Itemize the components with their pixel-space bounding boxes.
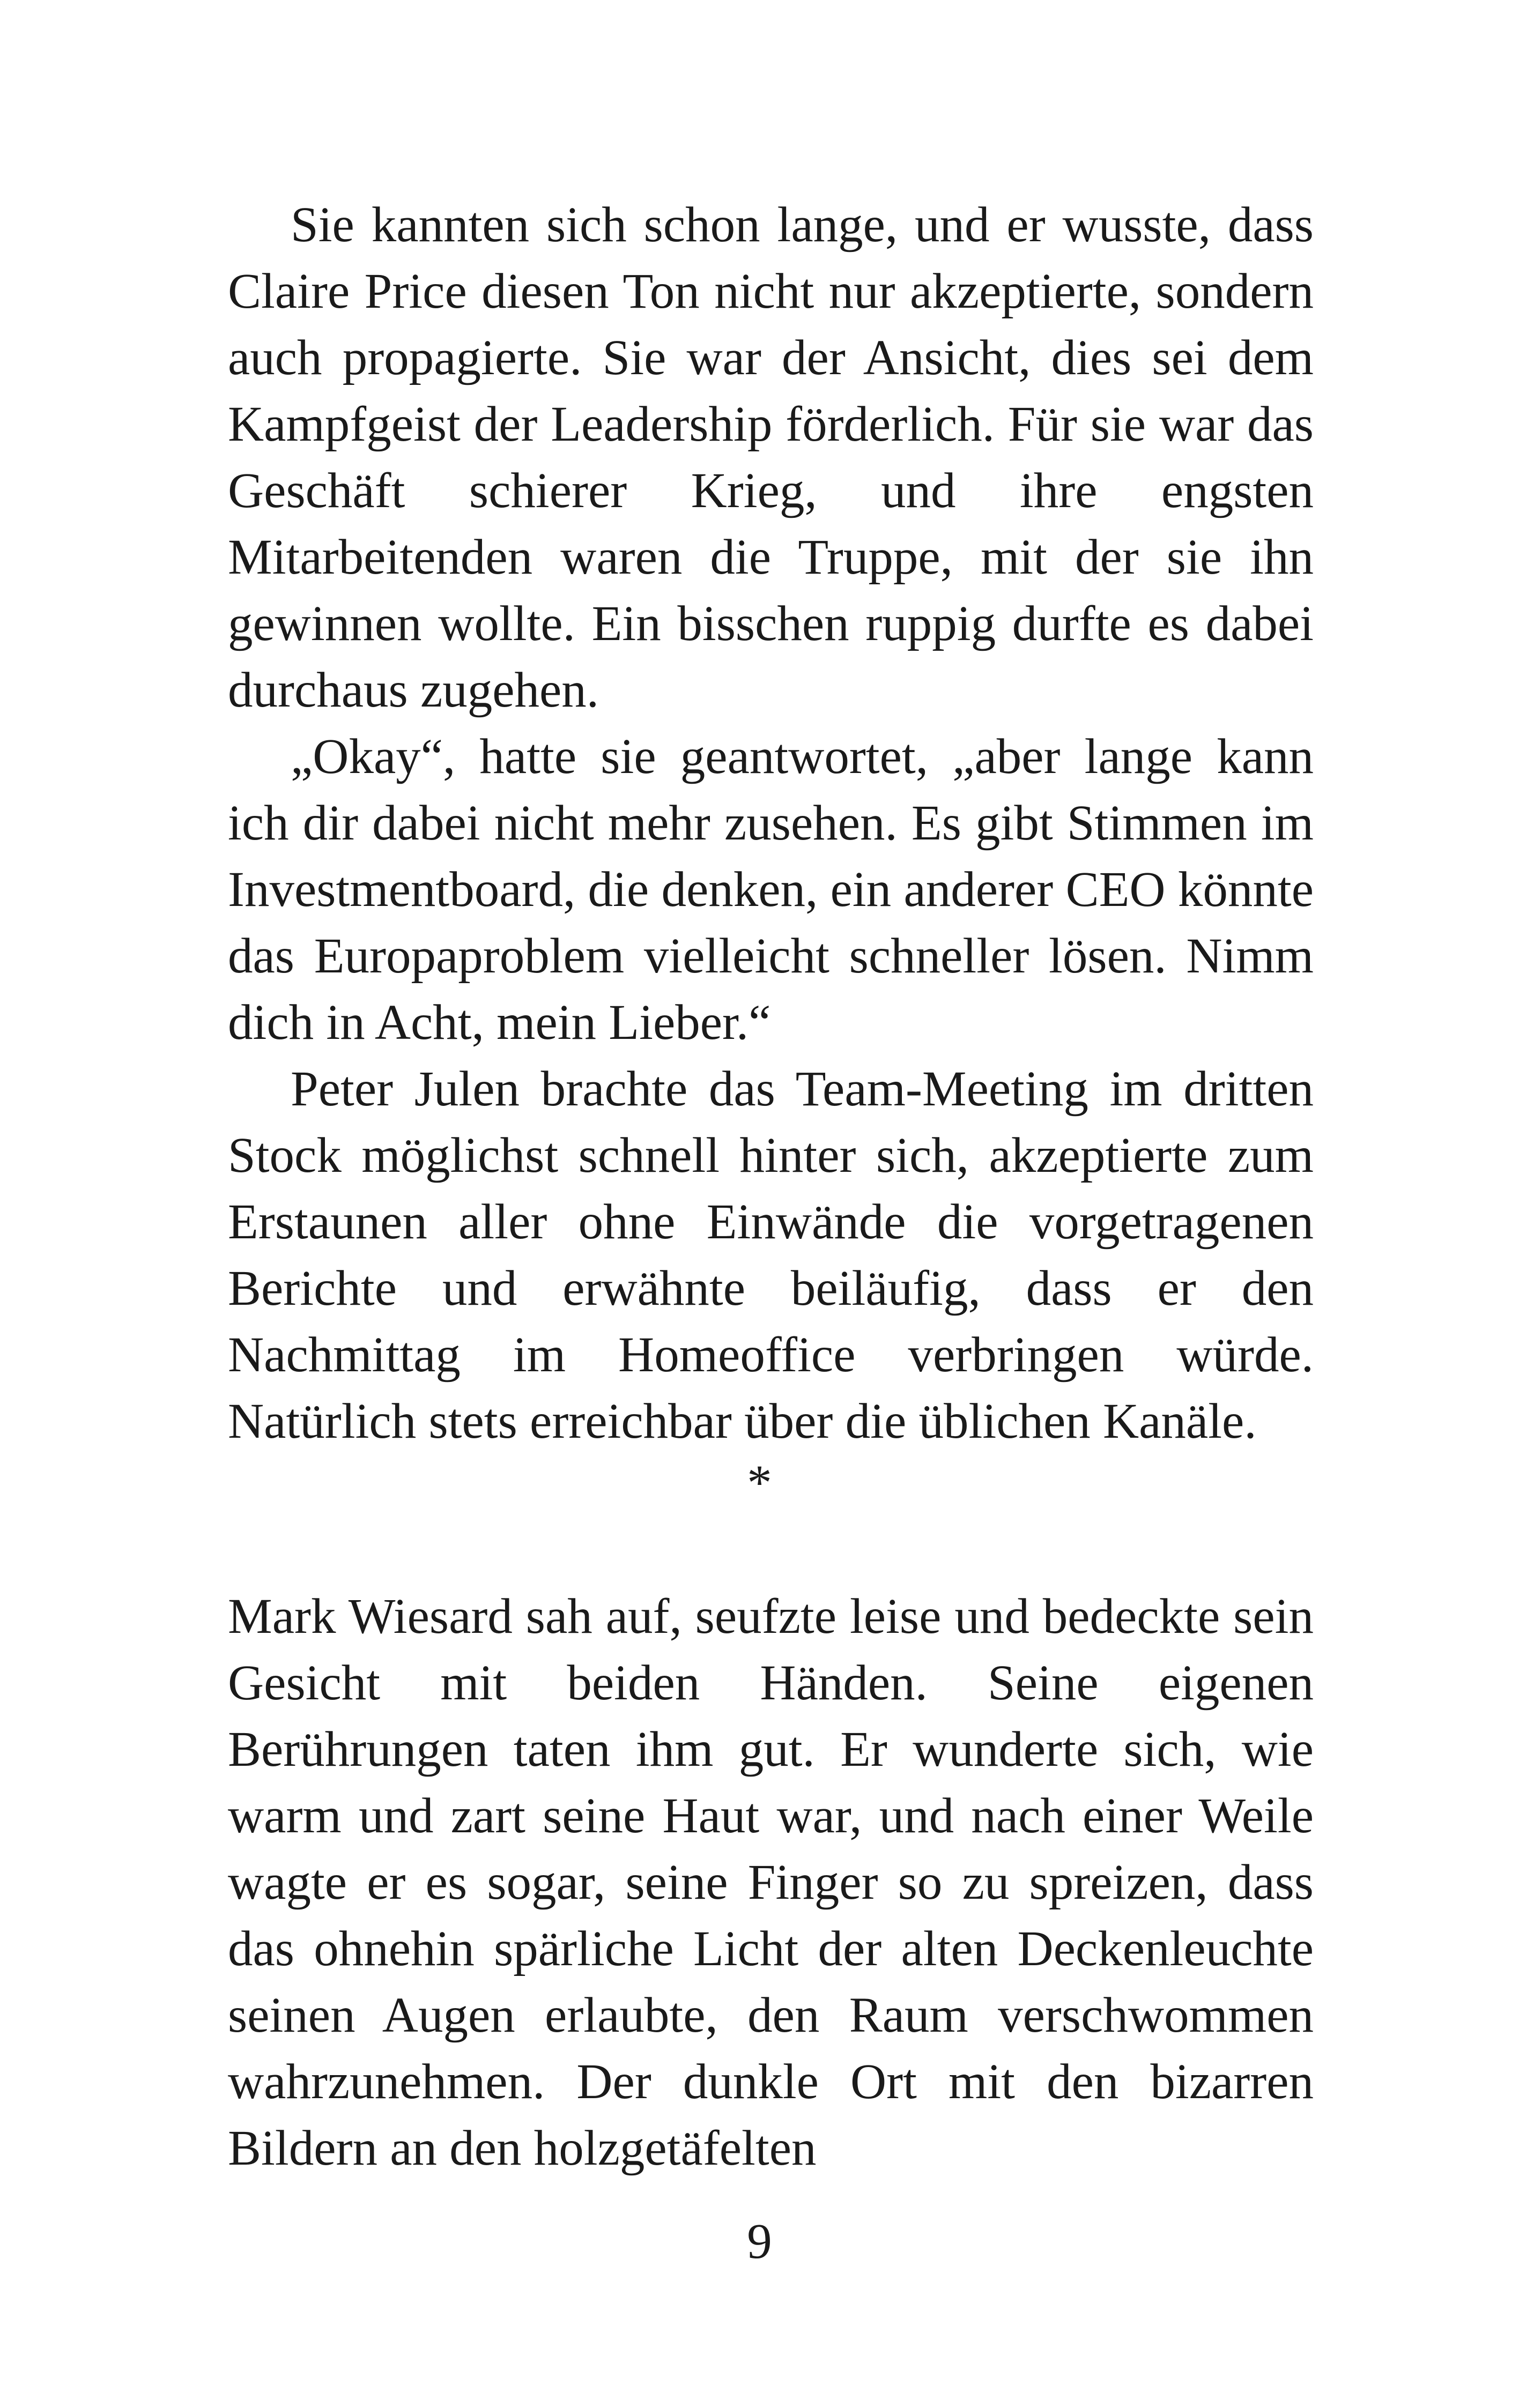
text-block-top <box>228 192 1314 1455</box>
paragraph: „Okay“, hatte sie geantwortet, „aber lange kann ich dir dabei nicht mehr zusehen. Es gibt Stimmen im Investmentboard, die denken, ein anderer CEO könnte das Europaproblem vielleicht schneller lösen. Nimm dich in Acht, mein Lieber.“ <box>228 729 1314 1050</box>
page-number: 9 <box>747 2214 772 2269</box>
paragraph: Sie kannten sich schon lange, und er wusste, dass Claire Price diesen Ton nicht nur akzeptierte, sondern auch propagierte. Sie war der Ansicht, dies sei dem Kampfgeist der Leadership förderlich. Für sie war das Geschäft schierer Krieg, und ihre engsten Mitarbeitenden waren die Truppe, mit der sie ihn gewinnen wollte. Ein bisschen ruppig durfte es dabei durchaus zugehen. <box>228 197 1314 718</box>
section-separator: * <box>747 1455 772 1511</box>
paragraph: Peter Julen brachte das Team-Meeting im dritten Stock möglichst schnell hinter sich, akzeptierte zum Erstaunen aller ohne Einwände die vorgetragenen Berichte und erwähnte beiläufig, dass er den Nachmittag im Homeoffice verbringen würde. Natürlich stets erreichbar über die üblichen Kanäle. <box>228 1061 1314 1449</box>
text-block-bottom <box>228 1584 1314 2182</box>
paragraph: Mark Wiesard sah auf, seufzte leise und bedeckte sein Gesicht mit beiden Händen. Seine eigenen Berührungen taten ihm gut. Er wunderte sich, wie warm und zart seine Haut war, und nach einer Weile wagte er es sogar, seine Finger so zu spreizen, dass das ohnehin spärliche Licht der alten Deckenleuchte seinen Augen erlaubte, den Raum verschwommen wahrzunehmen. Der dunkle Ort mit den bizarren Bildern an den holzgetäfelten <box>228 1589 1314 2176</box>
